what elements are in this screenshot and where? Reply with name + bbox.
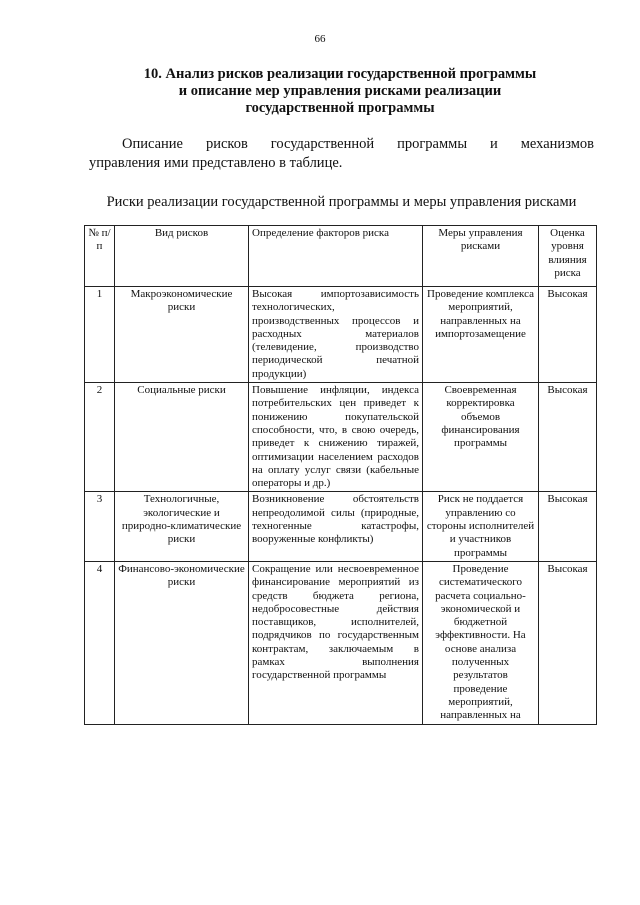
row-num: 4 <box>85 561 115 724</box>
table-row <box>85 383 597 492</box>
intro-line: управления ими представлено в таблице. <box>89 155 343 171</box>
table-title: Риски реализации государственной программы и меры управления рисками <box>106 194 577 210</box>
row-risk-factors: Возникновение обстоятельств непреодолимой силы (природные, техногенные катастрофы, вооруженные конфликты) <box>249 492 423 561</box>
row-risk-factors: Сокращение или несвоевременное финансирование мероприятий из средств бюджета региона, недобросовестные действия поставщиков, исполнителей, подрядчиков по государственным контрактам, заключаемым в рамках выполнения государственной программы <box>249 561 423 724</box>
row-risk-factors: Повышение инфляции, индекса потребительских цен приведет к понижению покупательской способности, что, в свою очередь, приведет к снижению тиражей, оптимизации населением расходов на оплату услуг связи (кабельные операторы и др.) <box>249 383 423 492</box>
row-risk-kind: Макроэкономические риски <box>115 287 249 383</box>
row-num: 2 <box>85 383 115 492</box>
intro-paragraph <box>89 135 594 173</box>
row-management-measures: Своевременная корректировка объемов финансирования программы <box>423 383 539 492</box>
row-num: 1 <box>85 287 115 383</box>
page-number: 66 <box>314 33 326 45</box>
row-num: 3 <box>85 492 115 561</box>
row-management-measures: Проведение систематического расчета социально-экономической и бюджетной эффективности. На основе анализа полученных результатов проведение мероприятий, направленных на <box>423 561 539 724</box>
row-risk-kind: Технологичные, экологические и природно-климатические риски <box>115 492 249 561</box>
header-risk-factors: Определение факторов риска <box>249 226 423 287</box>
table-row <box>85 561 597 724</box>
row-risk-kind: Социальные риски <box>115 383 249 492</box>
row-risk-factors: Высокая импортозависимость технологических, производственных процессов и расходных материалов (телевидение, производство периодической печатной продукции) <box>249 287 423 383</box>
header-management-measures: Меры управления рисками <box>423 226 539 287</box>
section-heading-line: государственной программы <box>245 100 435 116</box>
intro-line: Описание рисков государственной программы и механизмов <box>122 136 594 152</box>
row-impact-level: Высокая <box>539 287 597 383</box>
header-num: № п/п <box>85 226 115 287</box>
table-row <box>85 287 597 383</box>
header-impact-level: Оценка уровня влияния риска <box>539 226 597 287</box>
table-header-row <box>85 226 597 287</box>
row-management-measures: Проведение комплекса мероприятий, направленных на импортозамещение <box>423 287 539 383</box>
row-impact-level: Высокая <box>539 383 597 492</box>
section-heading-line: и описание мер управления рисками реализации <box>178 83 502 99</box>
risks-table <box>84 225 597 725</box>
header-risk-kind: Вид рисков <box>115 226 249 287</box>
table-row <box>85 492 597 561</box>
row-risk-kind: Финансово-экономические риски <box>115 561 249 724</box>
row-impact-level: Высокая <box>539 492 597 561</box>
section-heading <box>90 66 590 117</box>
section-heading-line: 10. Анализ рисков реализации государственной программы <box>143 66 537 82</box>
row-management-measures: Риск не поддается управлению со стороны исполнителей и участников программы <box>423 492 539 561</box>
row-impact-level: Высокая <box>539 561 597 724</box>
